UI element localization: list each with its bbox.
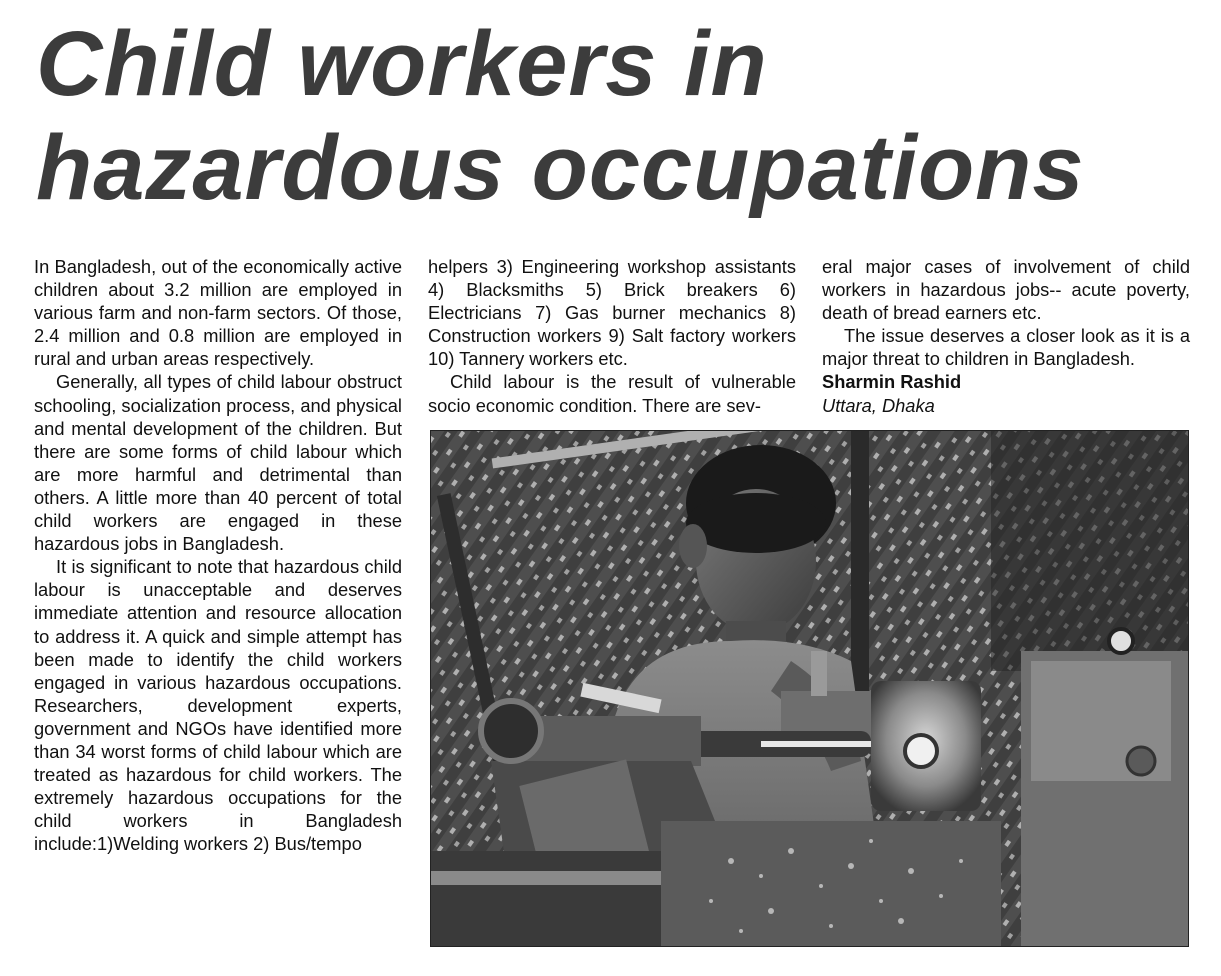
paragraph: eral major cases of involvement of child workers in hazardous jobs-- acute poverty, death of bread earners etc. xyxy=(822,256,1190,324)
paragraph: In Bangladesh, out of the economically active children about 3.2 million are employed in various farm and non-farm sectors. Of those, 2.4 million and 0.8 million are employed in rural and urban areas respectively. xyxy=(34,256,402,370)
article-column-1 xyxy=(34,255,402,855)
paragraph: Child labour is the result of vulnerable socio economic condition. There are sev- xyxy=(428,371,796,416)
headline xyxy=(36,12,1206,220)
paragraph: Generally, all types of child labour obstruct schooling, socialization process, and physical and mental development of the children. But there are some forms of child labour which are more harmful and detrimental than others. A little more than 40 percent of total child workers are engaged in these hazardous jobs in Bangladesh. xyxy=(34,371,402,555)
article-column-3 xyxy=(822,255,1190,417)
author-name: Sharmin Rashid xyxy=(822,371,962,393)
photo-child-at-lathe xyxy=(430,430,1189,947)
author-location: Uttara, Dhaka xyxy=(822,394,935,416)
article-column-2 xyxy=(428,255,796,417)
headline-line-1: Child workers in xyxy=(36,13,768,115)
paragraph: helpers 3) Engineering workshop assistants 4) Blacksmiths 5) Brick breakers 6) Electricians 7) Gas burner mechanics 8) Construction workers 9) Salt factory workers 10) Tannery workers etc. xyxy=(428,256,796,370)
paragraph: It is significant to note that hazardous child labour is unacceptable and deserves immediate attention and resource allocation to address it. A quick and simple attempt has been made to identify the child workers engaged in various hazardous occupations. Researchers, development experts, government and NGOs have identified more than 34 worst forms of child labour which are treated as hazardous for child workers. The extremely hazardous occupations for the child workers in Bangladesh include:1)Welding workers 2) Bus/tempo xyxy=(34,556,402,855)
headline-line-2: hazardous occupations xyxy=(36,117,1085,219)
paragraph: The issue deserves a closer look as it is a major threat to children in Bangladesh. xyxy=(822,325,1190,370)
